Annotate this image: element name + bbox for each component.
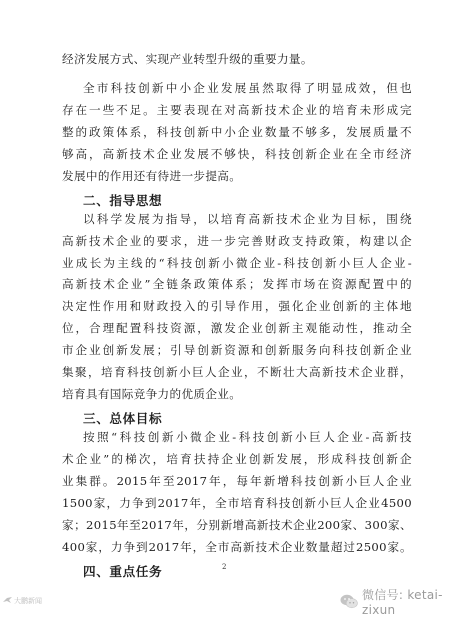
text-line: 发展中的作用还有待进一步提高。 — [62, 169, 242, 183]
bird-icon — [3, 597, 12, 606]
text-line: 决定性作用和财政投入的引导作用，强化企业创新的主体地 — [62, 299, 412, 313]
text-line: 家；2015年至2017年，分别新增高新技术企业200家、300家、 — [62, 518, 412, 532]
text-line: 术企业”的梯次，培育扶持企业创新发展，形成科技创新企 — [62, 452, 412, 466]
watermark-text: 微信号: ketai-zixun — [362, 588, 443, 617]
wechat-icon — [340, 594, 358, 609]
text-line: 高新技术企业”全链条政策体系；发挥市场在资源配置中的 — [62, 277, 412, 291]
text-line: 存在一些不足。主要表现在对高新技术企业的培育未形成完 — [62, 103, 412, 117]
text-line: 经济发展方式、实现产业转型升级的重要力量。 — [62, 52, 313, 66]
section-heading-guiding-ideology: 二、指导思想 — [83, 193, 163, 208]
text-line: 400家，力争到2017年，全市高新技术企业数量超过2500家。 — [62, 540, 412, 554]
text-line: 以科学发展为指导，以培育高新技术企业为目标，围绕 — [83, 212, 412, 226]
page-number: 2 — [222, 563, 227, 571]
text-line: 整的政策体系，科技创新中小企业数量不够多，发展质量不 — [62, 125, 412, 139]
text-line: 高新技术企业的要求，进一步完善财政支持政策，构建以企 — [62, 234, 412, 248]
text-line: 位，合理配置科技资源，激发企业创新主观能动性，推动全 — [62, 321, 412, 335]
text-line: 1500家，力争到2017年，全市培育科技创新小巨人企业4500 — [62, 496, 412, 510]
text-line: 市企业创新发展；引导创新资源和创新服务向科技创新企业 — [62, 343, 412, 357]
section-heading-overall-goals: 三、总体目标 — [83, 411, 163, 426]
section-heading-key-tasks: 四、重点任务 — [83, 564, 163, 579]
text-line: 按照“科技创新小微企业-科技创新小巨人企业-高新技 — [83, 430, 412, 444]
corner-logo-text: 大鹏新闻 — [14, 597, 42, 605]
text-line: 培育具有国际竞争力的优质企业。 — [62, 387, 242, 401]
corner-logo — [3, 596, 42, 606]
wechat-watermark — [340, 586, 454, 617]
text-line: 全市科技创新中小企业发展虽然取得了明显成效，但也 — [83, 81, 412, 95]
text-line: 业成长为主线的“科技创新小微企业-科技创新小巨人企业- — [62, 256, 412, 270]
text-line: 够高，高新技术企业发展不够快，科技创新企业在全市经济 — [62, 147, 412, 161]
text-line: 集聚，培育科技创新小巨人企业，不断壮大高新技术企业群， — [62, 365, 412, 379]
text-line: 业集群。2015年至2017年，每年新增科技创新小巨人企业 — [62, 474, 412, 488]
